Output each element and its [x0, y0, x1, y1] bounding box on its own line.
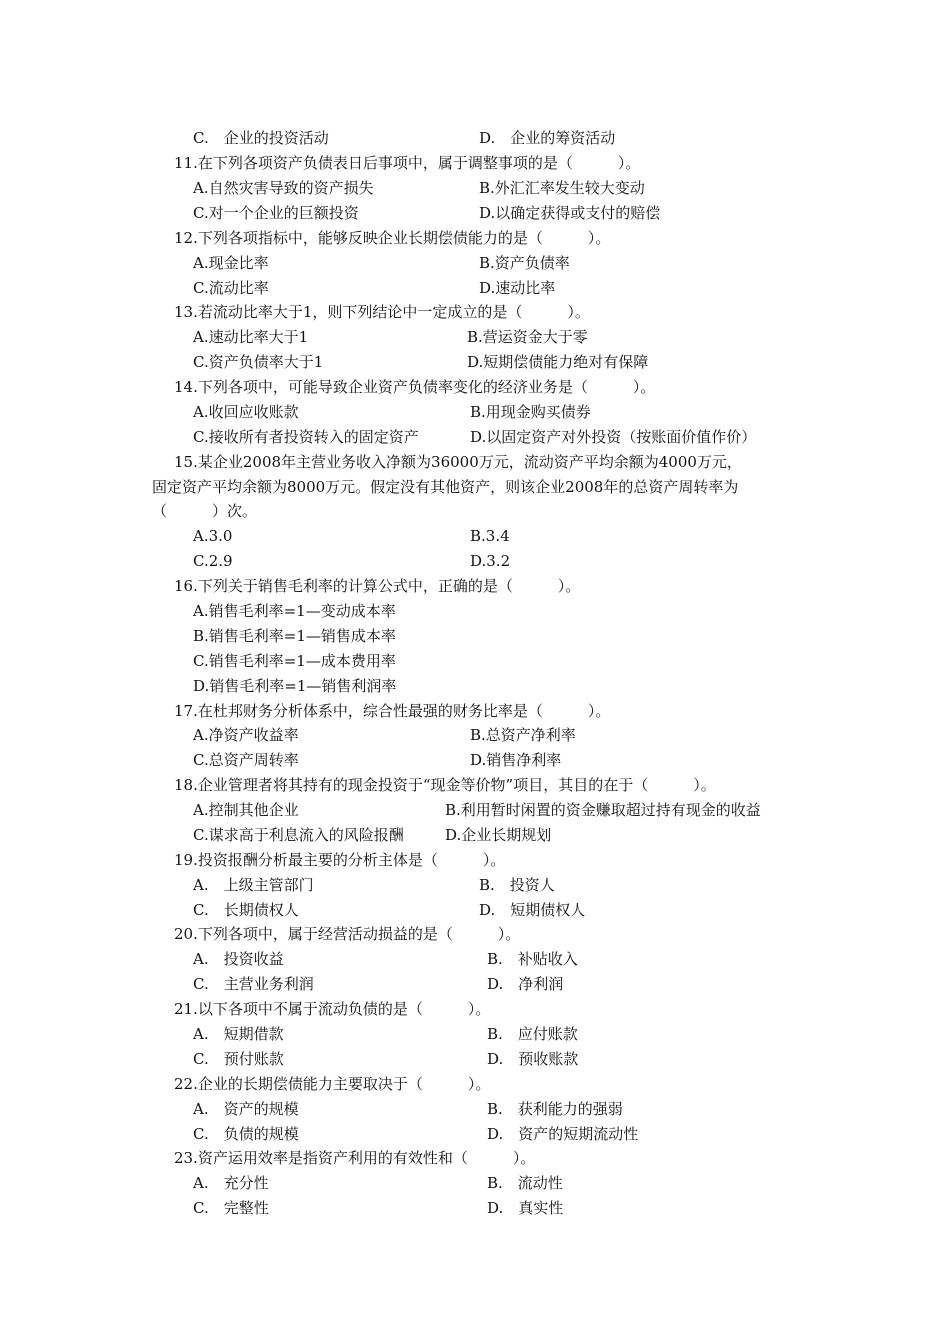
option-a: A. 短期借款	[193, 1025, 284, 1043]
question-stem: 18.企业管理者将其持有的现金投资于“现金等价物”项目，其目的在于（ ）。	[174, 776, 716, 794]
option-c: C.谋求高于利息流入的风险报酬	[193, 826, 404, 844]
option-a: A.3.0	[193, 527, 233, 545]
option-d: D.企业长期规划	[445, 826, 552, 844]
question-stem-continued: 固定资产平均余额为8000万元。假定没有其他资产，则该企业2008年的总资产周转率为	[152, 478, 739, 496]
question-stem: 19.投资报酬分析最主要的分析主体是（ ）。	[174, 851, 506, 869]
option-c: C.资产负债率大于1	[193, 353, 324, 371]
option-b: B.3.4	[470, 527, 510, 545]
option-d: D. 预收账款	[487, 1050, 579, 1068]
option-b: B. 流动性	[487, 1174, 563, 1192]
question-stem: 20.下列各项中，属于经营活动损益的是（ ）。	[174, 925, 521, 943]
option-c: C. 负债的规模	[193, 1125, 299, 1143]
option-c: C. 主营业务利润	[193, 975, 314, 993]
question-stem: 16.下列关于销售毛利率的计算公式中，正确的是（ ）。	[174, 577, 581, 595]
question-stem: 15.某企业2008年主营业务收入净额为36000万元，流动资产平均余额为4000万元，	[174, 453, 742, 471]
question-stem: 14.下列各项中，可能导致企业资产负债率变化的经济业务是（ ）。	[174, 378, 656, 396]
question-stem: 17.在杜邦财务分析体系中，综合性最强的财务比率是（ ）。	[174, 702, 611, 720]
option-a: A.现金比率	[193, 254, 269, 272]
option-a: A.速动比率大于1	[193, 328, 309, 346]
option-b: B.外汇汇率发生较大变动	[479, 179, 645, 197]
option-c: C.2.9	[193, 552, 233, 570]
option-a: A. 充分性	[193, 1174, 269, 1192]
option-a: A.自然灾害导致的资产损失	[193, 179, 374, 197]
option-a: A.净资产收益率	[193, 726, 299, 744]
option-b: B. 投资人	[479, 876, 555, 894]
option-b: B. 应付账款	[487, 1025, 578, 1043]
option-d: D.短期偿债能力绝对有保障	[467, 353, 649, 371]
option-a: A. 上级主管部门	[193, 876, 314, 894]
option-b: B.总资产净利率	[470, 726, 576, 744]
option-b: B.销售毛利率=1—销售成本率	[193, 627, 396, 645]
option-b: B.用现金购买债券	[470, 403, 591, 421]
option-a: A.收回应收账款	[193, 403, 299, 421]
option-d: D.以确定获得或支付的赔偿	[479, 204, 661, 222]
option-d: D. 真实性	[487, 1199, 564, 1217]
option-d: D.3.2	[470, 552, 511, 570]
option-c: C.流动比率	[193, 279, 269, 297]
option-b: B. 补贴收入	[487, 950, 578, 968]
question-stem: 12.下列各项指标中，能够反映企业长期偿债能力的是（ ）。	[174, 229, 611, 247]
question-stem: 11.在下列各项资产负债表日后事项中，属于调整事项的是（ ）。	[174, 154, 641, 172]
option-c: C. 长期债权人	[193, 901, 299, 919]
option-c: C.销售毛利率=1—成本费用率	[193, 652, 396, 670]
option-b: B.营运资金大于零	[467, 328, 588, 346]
option-d: D.销售净利率	[470, 751, 562, 769]
question-stem-continued: （ ）次。	[152, 502, 258, 520]
option-d: D. 企业的筹资活动	[479, 129, 616, 147]
option-b: B. 获利能力的强弱	[487, 1100, 623, 1118]
option-b: B.资产负债率	[479, 254, 570, 272]
option-a: A. 投资收益	[193, 950, 284, 968]
option-a: A.销售毛利率=1—变动成本率	[193, 602, 396, 620]
option-d: D. 净利润	[487, 975, 564, 993]
option-c: C.总资产周转率	[193, 751, 299, 769]
option-d: D.销售毛利率=1—销售利润率	[193, 677, 397, 695]
option-a: A.控制其他企业	[193, 801, 299, 819]
option-d: D.速动比率	[479, 279, 556, 297]
option-c: C. 企业的投资活动	[193, 129, 329, 147]
question-stem: 13.若流动比率大于1，则下列结论中一定成立的是（ ）。	[174, 303, 590, 321]
option-d: D. 资产的短期流动性	[487, 1125, 639, 1143]
question-stem: 22.企业的长期偿债能力主要取决于（ ）。	[174, 1075, 491, 1093]
option-a: A. 资产的规模	[193, 1100, 299, 1118]
question-stem: 23.资产运用效率是指资产利用的有效性和（ ）。	[174, 1149, 536, 1167]
option-c: C.对一个企业的巨额投资	[193, 204, 359, 222]
option-d: D. 短期债权人	[479, 901, 586, 919]
option-c: C.接收所有者投资转入的固定资产	[193, 428, 419, 446]
option-c: C. 预付账款	[193, 1050, 284, 1068]
option-b: B.利用暂时闲置的资金赚取超过持有现金的收益	[445, 801, 761, 819]
option-d: D.以固定资产对外投资（按账面价值作价）	[470, 428, 757, 446]
option-c: C. 完整性	[193, 1199, 269, 1217]
question-stem: 21.以下各项中不属于流动负债的是（ ）。	[174, 1000, 491, 1018]
